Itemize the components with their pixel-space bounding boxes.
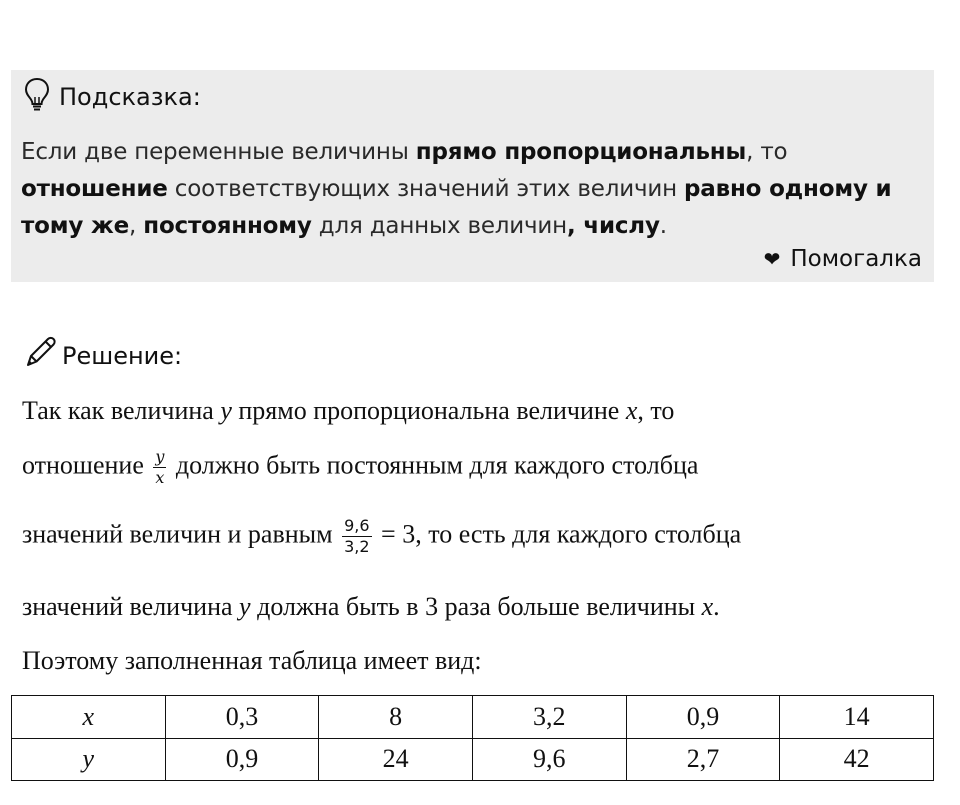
fraction-denominator: 3,2 — [344, 537, 370, 556]
values-table — [11, 695, 934, 781]
hint-segment: . — [659, 213, 667, 239]
table-row — [12, 696, 934, 739]
solution-line-1 — [22, 396, 674, 426]
hint-title: Подсказка: — [59, 83, 201, 111]
variable-x: x — [625, 396, 638, 425]
table-cell: 14 — [780, 696, 934, 739]
text-segment: значений величина — [22, 592, 240, 621]
text-segment: должно быть постоянным для каждого столбца — [175, 450, 699, 480]
hint-header — [23, 80, 201, 114]
table-cell: 9,6 — [472, 738, 626, 781]
heart-icon: ❤ — [763, 247, 781, 271]
hint-credit — [764, 246, 922, 272]
table-cell: 42 — [780, 738, 934, 781]
credit-label: Помогалка — [790, 246, 922, 272]
table-cell: 24 — [319, 738, 473, 781]
row-label-cell: x — [12, 696, 166, 739]
fraction-numerator: 9,6 — [344, 516, 370, 535]
solution-line-3 — [22, 517, 741, 556]
hint-segment: соответствующих значений этих величин — [167, 176, 685, 202]
solution-line-2 — [22, 448, 698, 487]
table-cell: 8 — [319, 696, 473, 739]
text-segment: Так как величина — [22, 396, 221, 425]
hint-box — [11, 70, 934, 282]
text-segment: . — [713, 592, 720, 621]
fraction-y-over-x — [153, 448, 166, 487]
table-row — [12, 738, 934, 781]
variable-y: y — [220, 396, 232, 425]
hint-bold-segment: равно одному и тому же — [21, 176, 892, 239]
table-cell: 0,3 — [165, 696, 319, 739]
text-segment: = 3, то есть для каждого столбца — [381, 519, 742, 549]
pencil-icon — [22, 335, 62, 377]
fraction-numerator: y — [155, 447, 165, 466]
hint-bold-segment: отношение — [21, 176, 168, 202]
table-cell: 3,2 — [472, 696, 626, 739]
lightbulb-icon — [23, 77, 59, 117]
table-cell: 0,9 — [626, 696, 780, 739]
fraction-denominator: x — [155, 468, 165, 487]
hint-bold-segment: постоянному — [143, 213, 312, 239]
hint-bold-segment: прямо пропорциональны — [415, 139, 747, 165]
hint-segment: , то — [746, 139, 788, 165]
solution-header — [22, 338, 182, 374]
row-label-cell: y — [12, 738, 166, 781]
table-cell: 2,7 — [626, 738, 780, 781]
fraction-ratio — [342, 517, 371, 556]
hint-segment: для данных величин — [311, 213, 568, 239]
solution-title: Решение: — [62, 342, 183, 370]
text-segment: значений величин и равным — [22, 519, 333, 549]
hint-text — [21, 134, 926, 245]
hint-segment: Если две переменные величины — [21, 139, 416, 165]
hint-segment: , — [129, 213, 144, 239]
table-cell: 0,9 — [165, 738, 319, 781]
variable-x: x — [701, 592, 714, 621]
solution-line-5: Поэтому заполненная таблица имеет вид: — [22, 646, 482, 675]
hint-bold-segment: , числу — [567, 213, 660, 239]
text-segment: отношение — [22, 450, 144, 480]
solution-line-4 — [22, 592, 720, 622]
variable-y: y — [239, 592, 251, 621]
text-segment: , то — [637, 396, 675, 425]
text-segment: должна быть в 3 раза больше величины — [250, 592, 702, 621]
text-segment: прямо пропорциональна величине — [231, 396, 626, 425]
